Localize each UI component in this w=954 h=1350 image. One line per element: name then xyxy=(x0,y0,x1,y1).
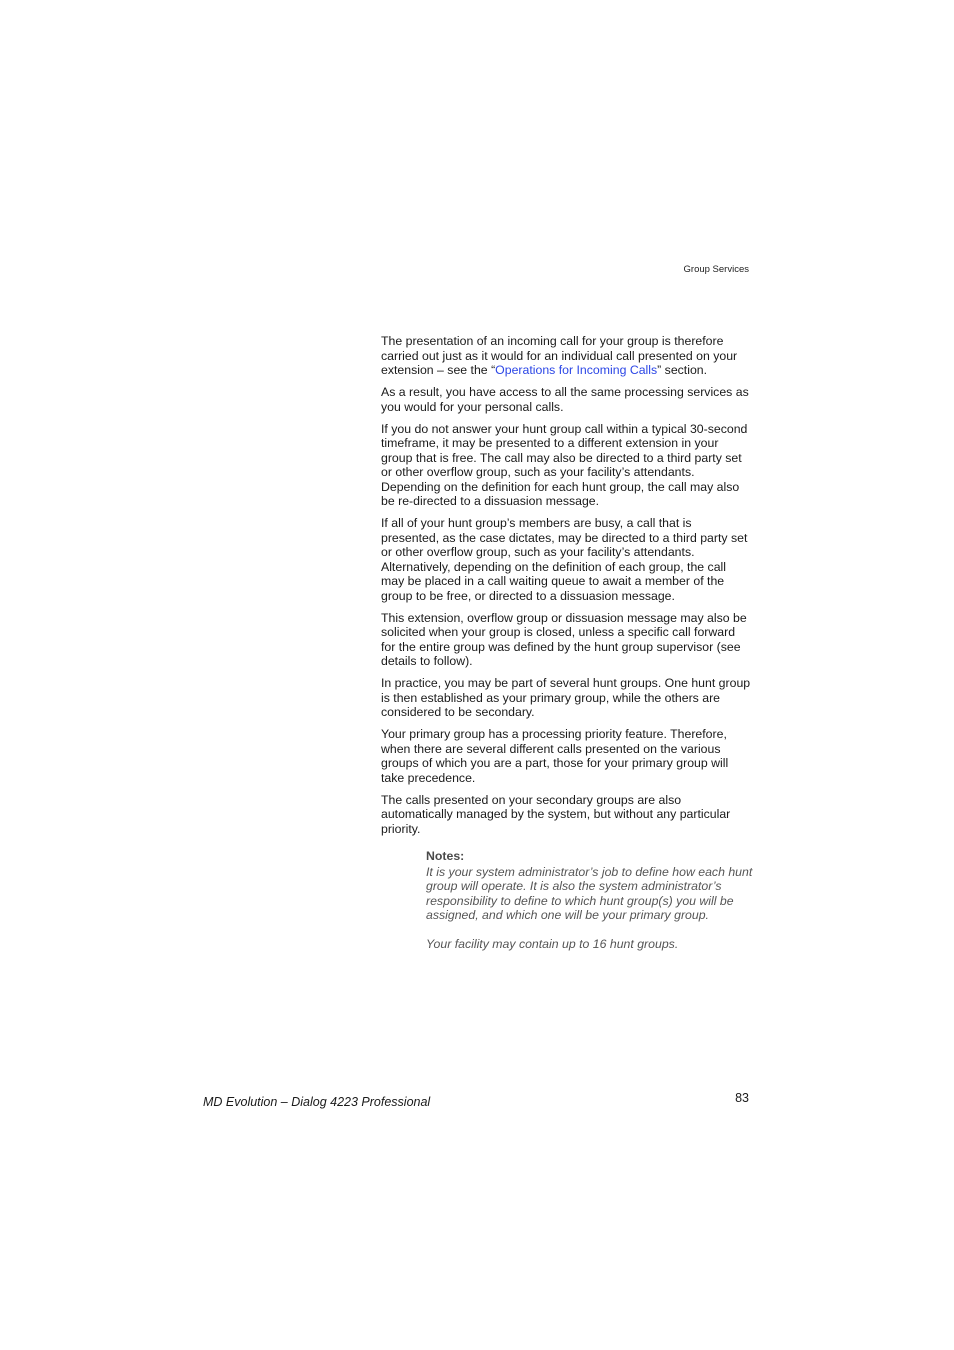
paragraph-several-groups: In practice, you may be part of several hunt groups. One hunt group is then established as your primary group, while the others are considered to be secondary. xyxy=(381,676,751,719)
paragraph-group-closed: This extension, overflow group or dissuasion message may also be solicited when your group is closed, unless a specific call forward for the entire group was defined by the hunt group supervisor (see details to follow). xyxy=(381,610,747,668)
paragraph-primary-priority: Your primary group has a processing priority feature. Therefore, when there are several different calls presented on the various groups of which you are a part, those for your primary group will take precedence. xyxy=(381,727,729,785)
page-number: 83 xyxy=(735,1091,749,1105)
notes-title: Notes: xyxy=(426,849,465,863)
paragraph-text: ” section. xyxy=(657,363,708,377)
paragraph-members-busy: If all of your hunt group’s members are busy, a call that is presented, as the case dictates, may be directed to a third party set or other overflow group, such as your facility’s attendants. Alternatively, depending on the definition of each group, the call may be placed in a call waiting queue to await a member of the group to be free, or directed to a dissuasion message. xyxy=(381,516,748,603)
section-header: Group Services xyxy=(683,264,749,275)
operations-incoming-calls-link[interactable]: Operations for Incoming Calls xyxy=(495,363,658,377)
note-max-groups: Your facility may contain up to 16 hunt groups. xyxy=(426,937,679,951)
main-content xyxy=(381,334,751,966)
paragraph-access: As a result, you have access to all the same processing services as you would for your personal calls. xyxy=(381,385,749,414)
notes-block xyxy=(426,849,756,952)
footer-document-title: MD Evolution – Dialog 4223 Professional xyxy=(203,1095,431,1109)
paragraph-secondary-groups: The calls presented on your secondary groups are also automatically managed by the system, but without any particular priority. xyxy=(381,792,731,836)
paragraph-no-answer: If you do not answer your hunt group call within a typical 30-second timeframe, it may be presented to a different extension in your group that is free. The call may also be directed to a third party set or other overflow group, such as your facility’s attendants. Depending on the definition for each hunt group, the call may also be re-directed to a dissuasion message. xyxy=(381,421,748,508)
paragraph-presentation xyxy=(381,334,751,378)
note-administrator: It is your system administrator’s job to define how each hunt group will operate. It is also the system administrator’s responsibility to define to which hunt group(s) you will be assigned, and which one will be your primary group. xyxy=(426,864,753,922)
paragraph-text: The presentation of an incoming call for your group is therefore carried out just as it would for an individual call presented on your extension – see the “ xyxy=(381,334,738,377)
